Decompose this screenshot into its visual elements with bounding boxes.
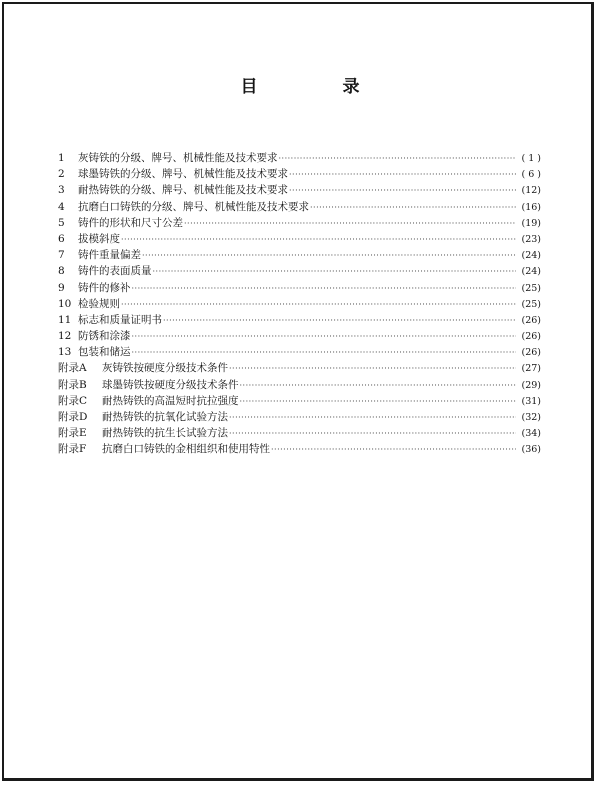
toc-appendix-entry[interactable] xyxy=(58,360,541,376)
toc-entry[interactable] xyxy=(58,150,541,166)
toc-leader-dots xyxy=(132,345,517,361)
toc-leader-dots xyxy=(229,361,516,377)
toc-entry-number: 附录A xyxy=(58,362,87,375)
toc-entry-label: 铸件的表面质量 xyxy=(78,265,152,278)
toc-leader-dots xyxy=(289,167,516,183)
toc-entry-label: 拔模斜度 xyxy=(78,232,120,245)
toc-entry-number: 8 xyxy=(58,265,65,278)
toc-entry-number: 1 xyxy=(58,152,65,164)
toc-entry-label: 抗磨白口铸铁的分级、牌号、机械性能及技术要求 xyxy=(78,200,309,213)
toc-entry[interactable] xyxy=(58,312,541,328)
toc-leader-dots xyxy=(310,200,516,216)
toc-entry-page: (16) xyxy=(521,201,541,213)
toc-entry-label: 灰铸铁的分级、牌号、机械性能及技术要求 xyxy=(78,152,278,164)
toc-entry-page: (23) xyxy=(521,233,541,245)
toc-entry-number: 2 xyxy=(58,168,65,181)
table-of-contents xyxy=(58,150,541,458)
toc-entry[interactable] xyxy=(58,182,541,198)
toc-entry[interactable] xyxy=(58,328,541,344)
toc-entry-page: ( 1 ) xyxy=(521,153,541,164)
toc-entry-page: (26) xyxy=(521,331,541,343)
toc-leader-dots xyxy=(271,442,516,458)
toc-entry[interactable] xyxy=(58,215,541,231)
toc-entry-number: 12 xyxy=(58,330,72,343)
toc-leader-dots xyxy=(279,151,517,167)
toc-entry-page: (24) xyxy=(521,250,541,262)
toc-entry-label: 抗磨白口铸铁的金相组织和使用特性 xyxy=(102,443,270,456)
toc-entry-number: 11 xyxy=(58,313,72,326)
toc-entry-page: (29) xyxy=(521,379,541,391)
toc-entry-page: (25) xyxy=(521,282,541,294)
toc-leader-dots xyxy=(229,410,516,426)
toc-entry-page: (26) xyxy=(521,347,541,359)
toc-entry[interactable] xyxy=(58,231,541,247)
toc-entry-page: (12) xyxy=(521,185,541,197)
toc-appendix-entry[interactable] xyxy=(58,441,541,457)
toc-entry-page: (36) xyxy=(521,444,541,456)
toc-leader-dots xyxy=(121,297,516,313)
toc-appendix-entry[interactable] xyxy=(58,409,541,425)
toc-entry-label: 球墨铸铁按硬度分级技术条件 xyxy=(102,378,239,391)
toc-entry-page: (19) xyxy=(521,217,541,229)
toc-leader-dots xyxy=(240,378,517,394)
toc-entry-number: 附录E xyxy=(58,427,87,440)
toc-appendix-entry[interactable] xyxy=(58,425,541,441)
toc-entry-label: 耐热铸铁的高温短时抗拉强度 xyxy=(102,394,239,407)
toc-entry-number: 附录C xyxy=(58,394,88,407)
toc-entry-label: 耐热铸铁的抗生长试验方法 xyxy=(102,427,228,440)
toc-entry-label: 防锈和涂漆 xyxy=(78,330,131,343)
toc-entry-number: 13 xyxy=(58,346,72,359)
toc-entry-number: 6 xyxy=(58,232,65,245)
toc-entry-page: (34) xyxy=(521,428,541,440)
toc-entry-number: 附录F xyxy=(58,443,87,456)
page-title: 目 录 xyxy=(240,77,394,97)
toc-leader-dots xyxy=(142,248,516,264)
toc-leader-dots xyxy=(163,313,516,329)
toc-entry[interactable] xyxy=(58,199,541,215)
toc-entry-label: 球墨铸铁的分级、牌号、机械性能及技术要求 xyxy=(78,168,288,181)
toc-entry-page: ( 6 ) xyxy=(521,169,541,181)
toc-entry-page: (31) xyxy=(521,395,541,407)
toc-leader-dots xyxy=(240,394,517,410)
toc-entry-page: (32) xyxy=(521,412,541,423)
toc-entry-number: 附录D xyxy=(58,411,88,423)
toc-entry-label: 耐热铸铁的分级、牌号、机械性能及技术要求 xyxy=(78,184,288,197)
toc-leader-dots xyxy=(132,329,517,345)
toc-entry-label: 包装和储运 xyxy=(78,346,131,359)
toc-leader-dots xyxy=(153,264,517,280)
toc-entry-number: 5 xyxy=(58,216,65,229)
toc-appendix-entry[interactable] xyxy=(58,377,541,393)
toc-leader-dots xyxy=(289,183,516,199)
toc-entry-number: 4 xyxy=(58,200,65,213)
toc-entry-page: (26) xyxy=(521,314,541,326)
toc-entry-label: 铸件的修补 xyxy=(78,281,131,294)
toc-entry-label: 检验规则 xyxy=(78,297,120,310)
toc-entry-number: 3 xyxy=(58,184,65,197)
toc-leader-dots xyxy=(132,281,517,297)
toc-entry-label: 灰铸铁按硬度分级技术条件 xyxy=(102,362,228,375)
toc-entry-page: (24) xyxy=(521,266,541,278)
toc-entry[interactable] xyxy=(58,296,541,312)
toc-entry-page: (25) xyxy=(521,298,541,310)
toc-entry[interactable] xyxy=(58,280,541,296)
toc-entry-label: 标志和质量证明书 xyxy=(78,313,162,326)
toc-entry-label: 铸件重量偏差 xyxy=(78,249,141,262)
toc-entry-number: 9 xyxy=(58,281,65,294)
toc-entry-number: 附录B xyxy=(58,378,87,391)
toc-entry-label: 耐热铸铁的抗氧化试验方法 xyxy=(102,411,228,423)
toc-entry-number: 10 xyxy=(58,297,72,310)
toc-entry[interactable] xyxy=(58,344,541,360)
toc-leader-dots xyxy=(121,232,516,248)
toc-entry-label: 铸件的形状和尺寸公差 xyxy=(78,216,183,229)
toc-leader-dots xyxy=(229,426,516,442)
toc-leader-dots xyxy=(184,216,516,232)
toc-entry-page: (27) xyxy=(521,363,541,375)
toc-entry[interactable] xyxy=(58,263,541,279)
toc-appendix-entry[interactable] xyxy=(58,393,541,409)
toc-entry[interactable] xyxy=(58,166,541,182)
toc-entry-number: 7 xyxy=(58,249,65,262)
toc-entry[interactable] xyxy=(58,247,541,263)
